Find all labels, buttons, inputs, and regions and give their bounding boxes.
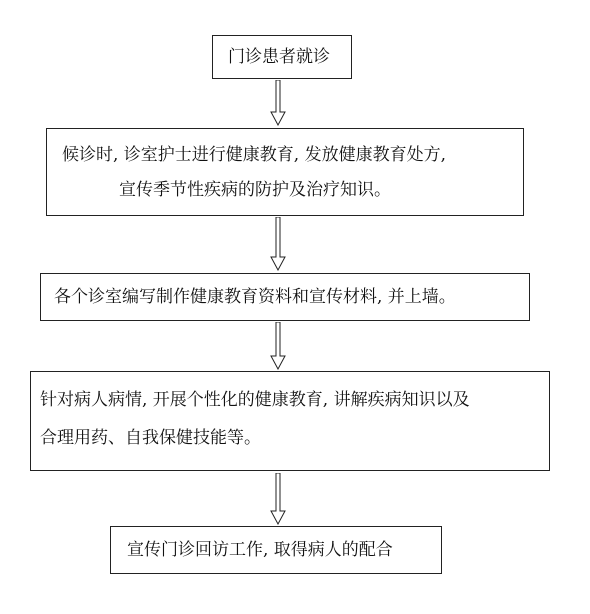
flow-step-1: [212, 35, 352, 79]
flow-step-2-text-line-1: 候诊时, 诊室护士进行健康教育, 发放健康教育处方,: [62, 145, 447, 165]
down-arrow-icon: [268, 217, 288, 271]
flow-step-3: [40, 273, 530, 321]
flow-step-2-text-line-2: 宣传季节性疾病的防护及治疗知识。: [119, 180, 391, 200]
flow-step-3-text: 各个诊室编写制作健康教育资料和宣传材料, 并上墙。: [54, 287, 456, 307]
flow-step-4: [30, 371, 550, 471]
flow-step-5: [110, 526, 442, 574]
flow-step-4-text-line-2: 合理用药、自我保健技能等。: [40, 428, 261, 448]
flow-arrow-1: [268, 80, 288, 126]
down-arrow-icon: [268, 322, 288, 370]
flow-step-4-text-line-1: 针对病人病情, 开展个性化的健康教育, 讲解疾病知识以及: [40, 390, 470, 410]
flow-arrow-2: [268, 217, 288, 271]
down-arrow-icon: [268, 80, 288, 126]
flow-step-5-text: 宣传门诊回访工作, 取得病人的配合: [127, 540, 393, 560]
flow-arrow-3: [268, 322, 288, 370]
down-arrow-icon: [268, 473, 288, 525]
flow-step-1-text: 门诊患者就诊: [228, 47, 330, 67]
flow-arrow-4: [268, 473, 288, 525]
flow-step-2: [46, 128, 524, 216]
